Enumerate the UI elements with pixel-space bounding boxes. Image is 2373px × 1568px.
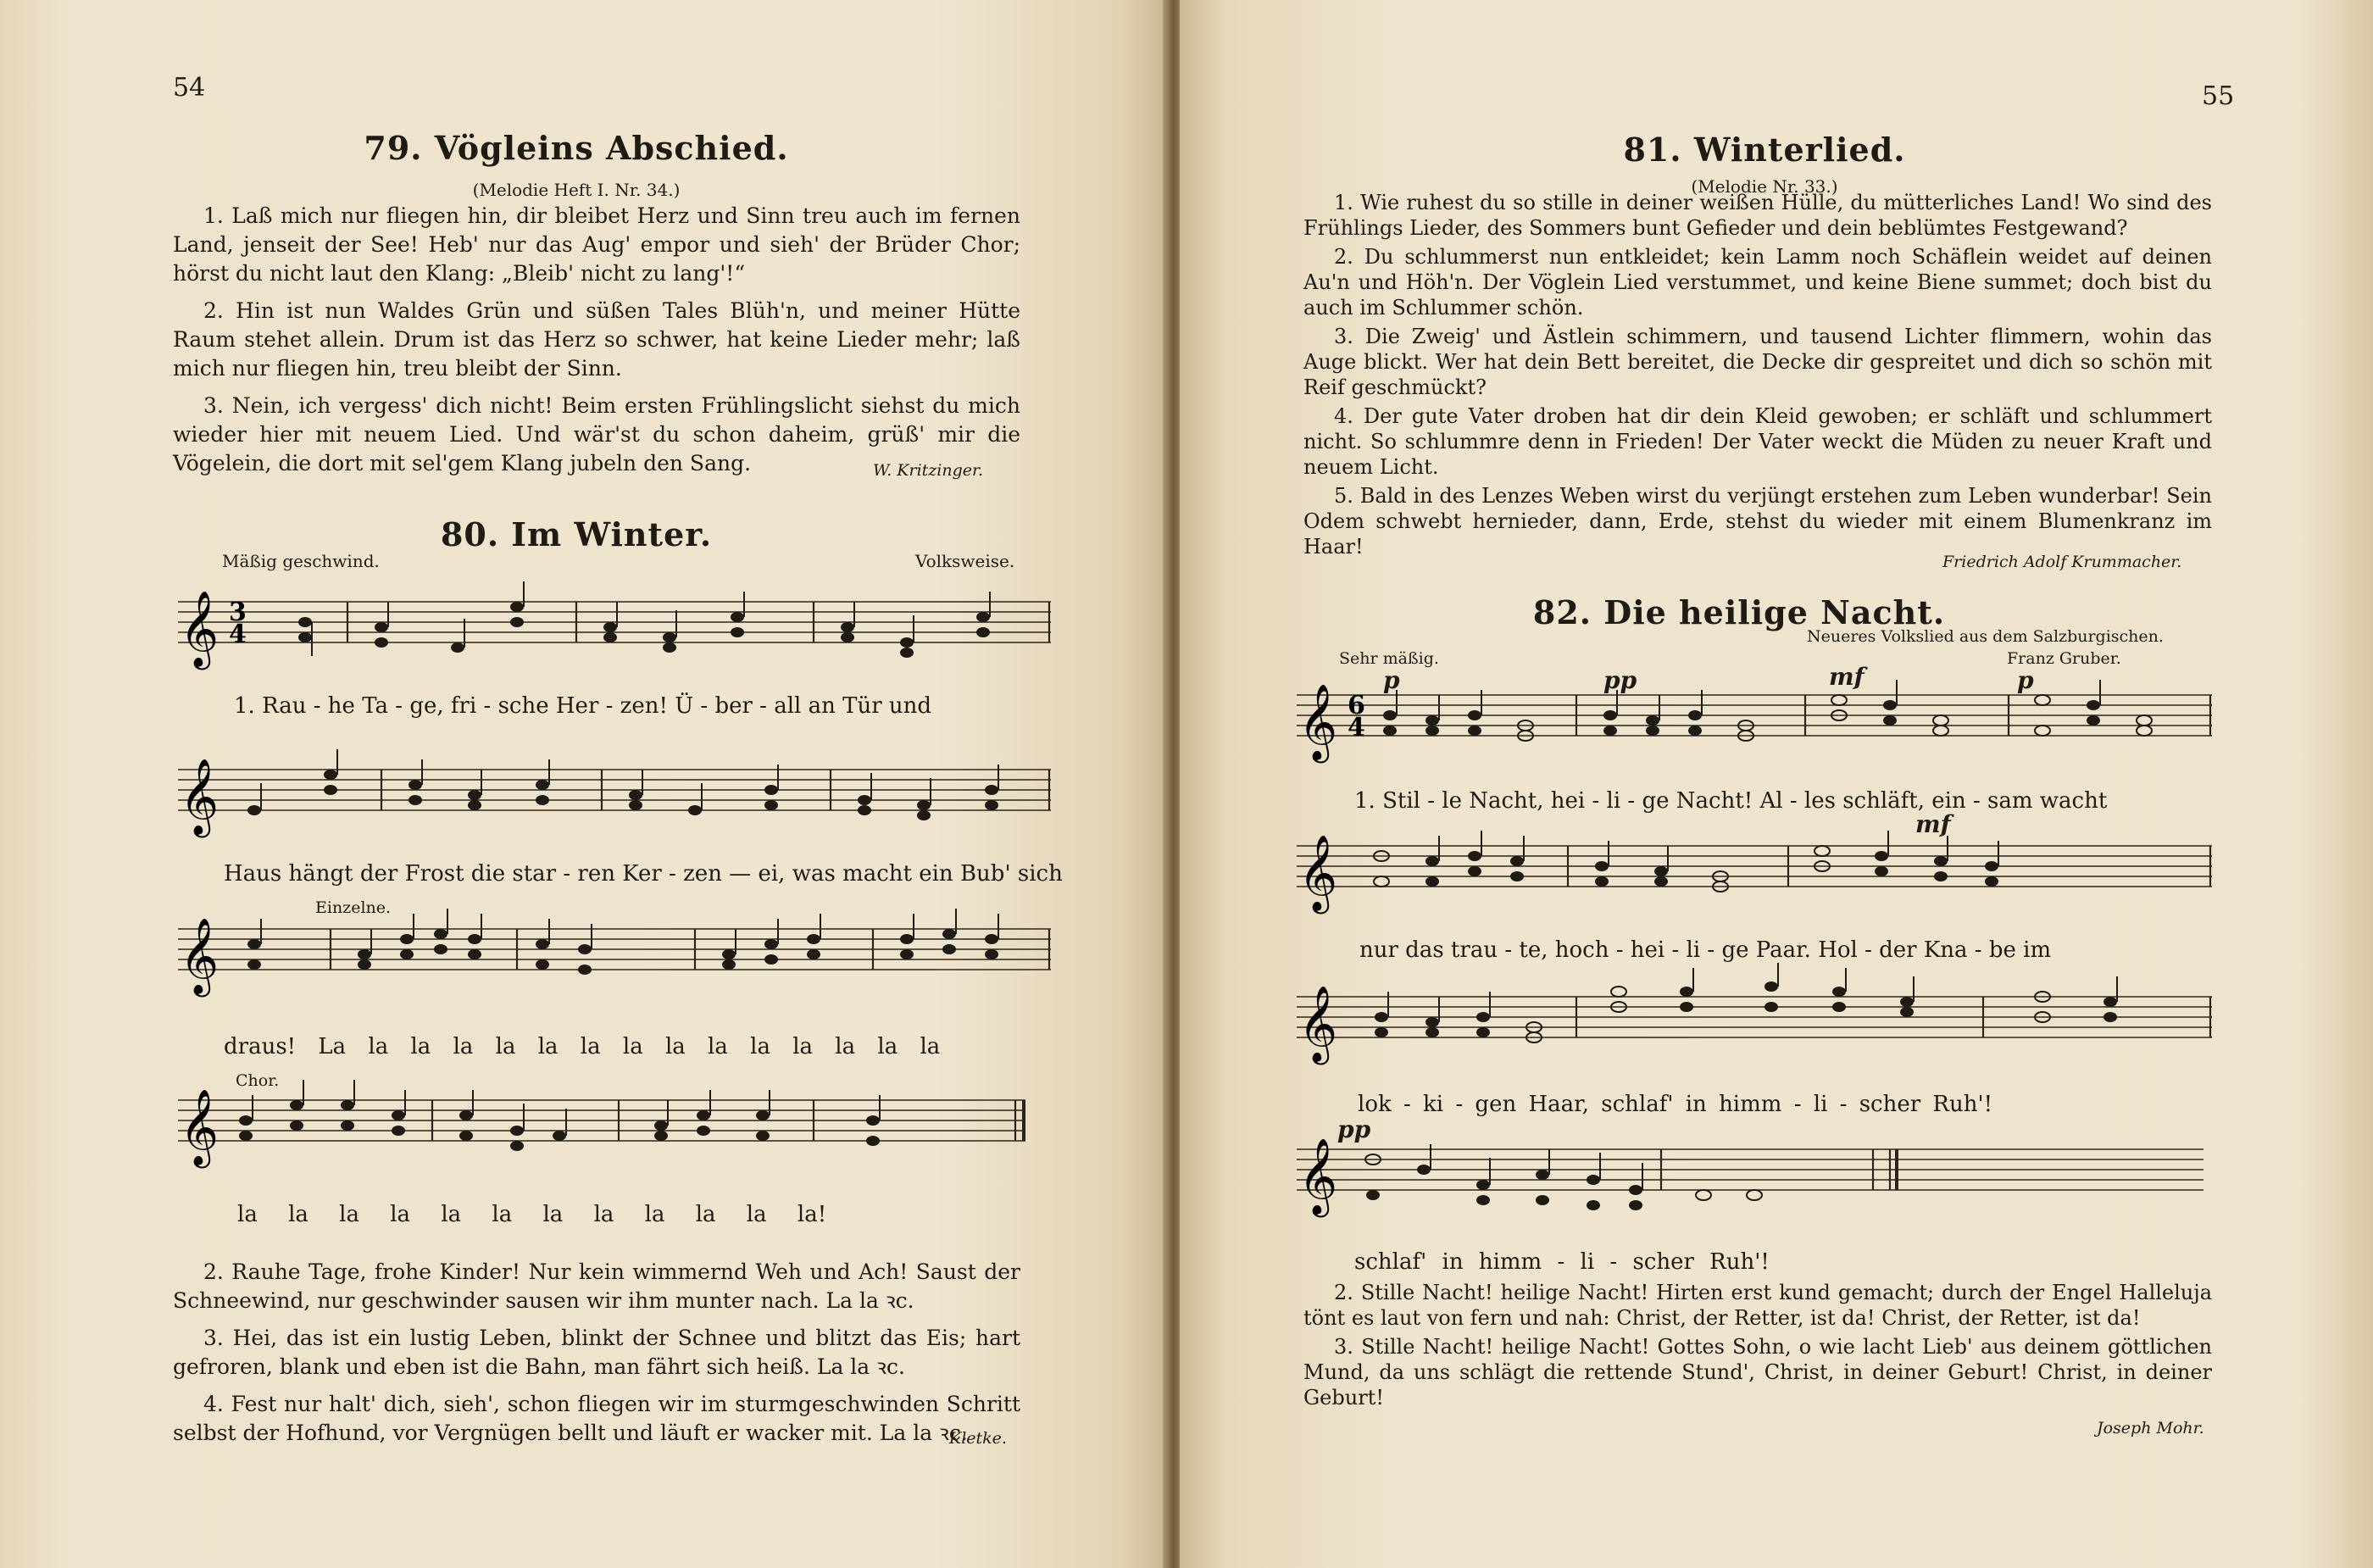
song80-staff-3 [178,912,1051,994]
song79-verse1: 1. Laß mich nur fliegen hin, dir bleibet Herz und Sinn treu auch im fernen Land, jenseit der See! Heb' nur das Aug' empor und sieh' der Brüder Chor; hörst du nicht laut den Klang: „Bleib' nicht zu lang'!“ [173,203,1020,286]
song80-tempo: Mäßig geschwind. [222,551,380,571]
dynamic-mf: mf [1829,663,1864,691]
song82-lyric-2: nur das trau - te, hoch - hei - li - ge Paar. Hol - der Kna - be im [1359,937,2052,963]
song81-title: 81. Winterlied. [1623,131,1906,169]
song81-text [1303,190,2212,563]
song82-tempo: Sehr mäßig. [1339,649,1439,668]
song80-staff-1 [178,585,1051,667]
song80-staff-2 [178,753,1051,835]
song79-title: 79. Vögleins Abschied. [364,129,789,167]
song80-notes-1 [298,581,990,658]
treble-clef-icon: 𝄞 [1298,1138,1338,1215]
song82-staff-3 [1297,980,2212,1062]
song82-author: Joseph Mohr. [2097,1419,2204,1437]
song82-staff-2 [1297,829,2212,911]
song82-verse3: 3. Stille Nacht! heilige Nacht! Gottes Sohn, o wie lacht Lieb' aus deinem göttlichen Mund, da uns schlägt die rettende Stund', Christ, in deiner Geburt! Christ, in deiner Geburt! [1303,1335,2212,1410]
song82-notes-3 [1375,963,2117,1043]
song82-staff-1 [1297,678,2212,760]
song82-notes-1 [1383,680,2152,741]
song82-composer: Franz Gruber. [2007,649,2121,668]
song81-melody-ref: (Melodie Nr. 33.) [1691,176,1838,197]
song80-verse3: 3. Hei, das ist ein lustig Leben, blinkt der Schnee und blitzt das Eis; hart gefroren, blank und eben ist die Bahn, man fährt sich heiß. La la ꝛc. [173,1326,1020,1379]
page-number-left: 54 [173,73,206,103]
treble-clef-icon: 𝄞 [1298,684,1338,760]
song81-verse3: 3. Die Zweig' und Ästlein schimmern, und tausend Lichter flimmern, wohin das Auge blickt. Wer hat dein Bett bereitet, die Decke dir gespreitet und dich so schön mit Reif geschmückt? [1303,325,2212,399]
song79-verse2: 2. Hin ist nun Waldes Grün und süßen Tales Blüh'n, und meiner Hütte Raum stehet allein. Drum ist das Herz so schwer, hat keine Lieder mehr; laß mich nur fliegen hin, treu bleibt der Sinn. [173,298,1020,381]
song79-text [173,202,1020,487]
song80-lyric-3: draus! La la la la la la la la la la la la la la la [224,1034,941,1059]
song81-verse2: 2. Du schlummerst nun entkleidet; kein Lamm noch Schäflein weidet auf deinen Au'n und Höh'n. Der Vöglein Lied verstummet, und keine Biene summet; doch bist du auch im Schlummer schön. [1303,245,2212,320]
dynamic-p: p [1383,666,1400,694]
song81-verse5: 5. Bald in des Lenzes Weben wirst du verjüngt erstehen zum Leben wunderbar! Sein Odem schwebt hernieder, dann, Erde, stehst du wieder mit einem Blumenkranz im Haar! [1303,484,2212,559]
song81-verse4: 4. Der gute Vater droben hat dir dein Kleid gewoben; er schläft und schlummert nicht. So schlummre denn in Frieden! Der Vater weckt die Müden zu neuer Kraft und neuem Licht. [1303,404,2212,479]
song82-verse2: 2. Stille Nacht! heilige Nacht! Hirten erst kund gemacht; durch der Engel Halleluja tönt es laut von fern und nah: Christ, der Retter, ist da! Christ, der Retter, ist da! [1303,1281,2212,1330]
page-number-right: 55 [2202,81,2235,111]
song80-lyric-4: la la la la la la la la la la la la! [237,1202,827,1227]
song80-label-single: Einzelne. [315,898,392,917]
song80-notes-3 [247,909,998,975]
right-page [1180,0,2373,1568]
treble-clef-icon: 𝄞 [180,918,220,994]
song81-author: Friedrich Adolf Krummacher. [1942,553,2182,571]
song80-title: 80. Im Winter. [440,515,713,553]
song80-lyric-1: 1. Rau - he Ta - ge, fri - sche Her - zen! Ü - ber - all an Tür und [234,693,932,719]
song79-verse3: 3. Nein, ich vergess' dich nicht! Beim ersten Frühlingslicht siehst du mich wieder hier mit neuem Lied. Und wär'st du schon daheim, grüß' mir die Vögelein, die dort mit sel'gem Klang jubeln den Sang. [173,393,1020,475]
song79-author: W. Kritzinger. [873,461,984,480]
song80-label-choir: Chor. [236,1071,280,1090]
song79-melody-ref: (Melodie Heft I. Nr. 34.) [472,180,681,200]
song82-lyric-3: lok - ki - gen Haar, schlaf' in himm - li - scher Ruh'! [1358,1092,1993,1117]
dynamic-p: p [2017,666,2034,694]
treble-clef-icon: 𝄞 [1298,835,1338,911]
dynamic-mf: mf [1915,810,1951,838]
time-signature-top: 6 [1348,691,1365,720]
song80-lyric-2: Haus hängt der Frost die star - ren Ker - zen — ei, was macht ein Bub' sich [224,861,1063,887]
song80-verse4: 4. Fest nur halt' dich, sieh', schon fliegen wir im sturmgeschwinden Schritt selbst der Hofhund, vor Vergnügen bellt und läuft er wacker mit. La la ꝛc. [173,1392,1020,1445]
song81-verse1: 1. Wie ruhest du so stille in deiner weißen Hülle, du mütterliches Land! Wo sind des Frühlings Lieder, des Sommers bunt Gefieder und dein beblümtes Festgewand? [1303,191,2212,240]
song82-staff-4 [1297,1132,2212,1217]
song82-title: 82. Die heilige Nacht. [1532,593,1946,631]
song80-verse2: 2. Rauhe Tage, frohe Kinder! Nur kein wimmernd Weh und Ach! Saust der Schneewind, nur geschwinder sausen wir ihm munter nach. La la ꝛc. [173,1259,1020,1313]
dynamic-pp: pp [1603,666,1637,694]
left-page [0,0,1168,1568]
song82-notes-2 [1374,831,1998,892]
time-signature-top: 3 [229,598,247,627]
time-signature-bottom: 4 [229,620,247,649]
treble-clef-icon: 𝄞 [1298,986,1338,1062]
treble-clef-icon: 𝄞 [180,759,220,835]
treble-clef-icon: 𝄞 [180,1089,220,1165]
time-signature-bottom: 4 [1348,713,1365,742]
song80-verses [173,1258,1020,1456]
song82-source: Neueres Volkslied aus dem Salzburgischen. [1807,627,2164,646]
song80-source: Volksweise. [915,551,1015,571]
dynamic-pp: pp [1337,1115,1371,1143]
treble-clef-icon: 𝄞 [180,591,220,667]
song82-verses [1303,1280,2212,1414]
song80-staff-4 [178,1083,1051,1165]
song82-lyric-1: 1. Stil - le Nacht, hei - li - ge Nacht! Al - les schläft, ein - sam wacht [1354,788,2108,814]
song80-author: Kletke. [949,1429,1007,1448]
song82-lyric-4: schlaf' in himm - li - scher Ruh'! [1354,1249,1770,1275]
song82-notes-4 [1365,1144,1762,1210]
